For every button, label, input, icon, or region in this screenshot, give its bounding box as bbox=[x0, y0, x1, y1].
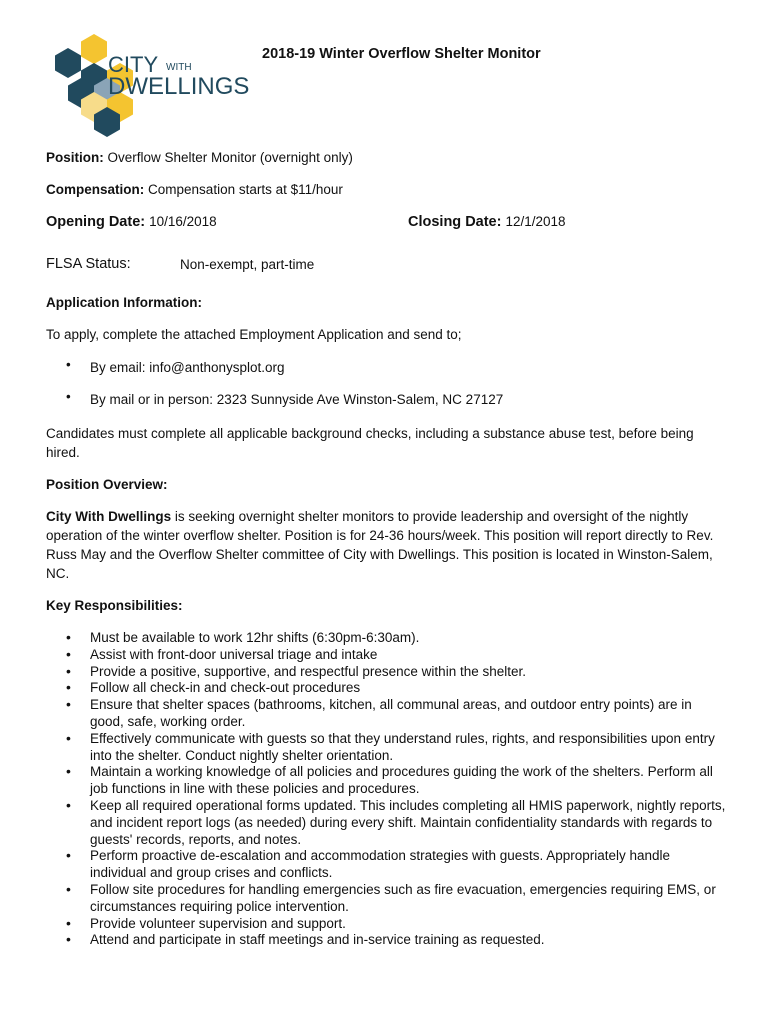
position-value: Overflow Shelter Monitor (overnight only) bbox=[107, 150, 353, 165]
overview-paragraph bbox=[46, 507, 726, 583]
overview-heading: Position Overview: bbox=[46, 477, 168, 492]
organization-name: City With Dwellings bbox=[46, 509, 172, 524]
closing-date-line bbox=[408, 214, 566, 230]
mail-text: By mail or in person: 2323 Sunnyside Ave Winston-Salem, NC 27127 bbox=[90, 392, 504, 407]
compensation-label: Compensation: bbox=[46, 182, 145, 197]
organization-logo bbox=[46, 32, 258, 140]
compensation-line bbox=[46, 182, 343, 197]
opening-date-label: Opening Date: bbox=[46, 214, 146, 230]
email-bullet bbox=[66, 360, 285, 375]
overview-text: is seeking overnight shelter monitors to provide leadership and oversight of the nightly operation of the winter overflow shelter. Position is for 24-36 hours/week. This position will report directly to Rev. Russ May and the Overflow Shelter committee of City with Dwellings. This position is located in Winston-Salem, NC. bbox=[46, 509, 714, 581]
closing-date-label: Closing Date: bbox=[408, 214, 502, 230]
list-item: • Must be available to work 12hr shifts (6:30pm-6:30am). bbox=[66, 630, 726, 647]
opening-date-value: 10/16/2018 bbox=[149, 214, 217, 229]
list-item: • Maintain a working knowledge of all policies and procedures guiding the work of the shelters. Perform all job functions in line with these policies and procedures. bbox=[66, 764, 726, 798]
list-item: • Assist with front-door universal triage and intake bbox=[66, 647, 726, 664]
logo-word-dwellings: DWELLINGS bbox=[108, 73, 250, 100]
list-item: • Provide a positive, supportive, and respectful presence within the shelter. bbox=[66, 664, 726, 681]
background-check-note: Candidates must complete all applicable background checks, including a substance abuse test, before being hired. bbox=[46, 426, 694, 460]
responsibilities-list bbox=[66, 630, 726, 949]
document-title: 2018-19 Winter Overflow Shelter Monitor bbox=[262, 46, 541, 62]
list-item: • Perform proactive de-escalation and accommodation strategies with guests. Appropriately handle individual and group crises and conflicts. bbox=[66, 848, 726, 882]
position-line bbox=[46, 150, 353, 165]
list-item: • Keep all required operational forms updated. This includes completing all HMIS paperwork, nightly reports, and incident report logs (as needed) during every shift. Maintain confidentiality standards with regards to guests' records, reports, and notes. bbox=[66, 798, 726, 848]
application-intro: To apply, complete the attached Employment Application and send to; bbox=[46, 327, 462, 342]
mail-bullet bbox=[66, 392, 503, 407]
list-item: • Effectively communicate with guests so that they understand rules, rights, and responsibilities upon entry into the shelter. Conduct nightly shelter orientation. bbox=[66, 731, 726, 765]
hexagon-cluster-icon bbox=[46, 32, 258, 140]
list-item: • Follow site procedures for handling emergencies such as fire evacuation, emergencies requiring EMS, or circumstances requiring police intervention. bbox=[66, 882, 726, 916]
flsa-label: FLSA Status: bbox=[46, 256, 131, 272]
position-label: Position: bbox=[46, 150, 104, 165]
responsibilities-heading: Key Responsibilities: bbox=[46, 598, 183, 613]
list-item: • Follow all check-in and check-out procedures bbox=[66, 680, 726, 697]
list-item: • Ensure that shelter spaces (bathrooms, kitchen, all communal areas, and outdoor entry points) are in good, safe, working order. bbox=[66, 697, 726, 731]
application-heading: Application Information: bbox=[46, 295, 202, 310]
opening-date-line bbox=[46, 214, 217, 230]
email-text: By email: info@anthonysplot.org bbox=[90, 360, 285, 375]
compensation-value: Compensation starts at $11/hour bbox=[148, 182, 343, 197]
list-item: • Provide volunteer supervision and support. bbox=[66, 916, 726, 933]
closing-date-value: 12/1/2018 bbox=[505, 214, 566, 229]
logo-word-with: WITH bbox=[166, 62, 192, 73]
logo-word-city: CITY bbox=[108, 52, 159, 77]
flsa-value: Non-exempt, part-time bbox=[180, 257, 315, 272]
list-item: • Attend and participate in staff meetings and in-service training as requested. bbox=[66, 932, 726, 949]
